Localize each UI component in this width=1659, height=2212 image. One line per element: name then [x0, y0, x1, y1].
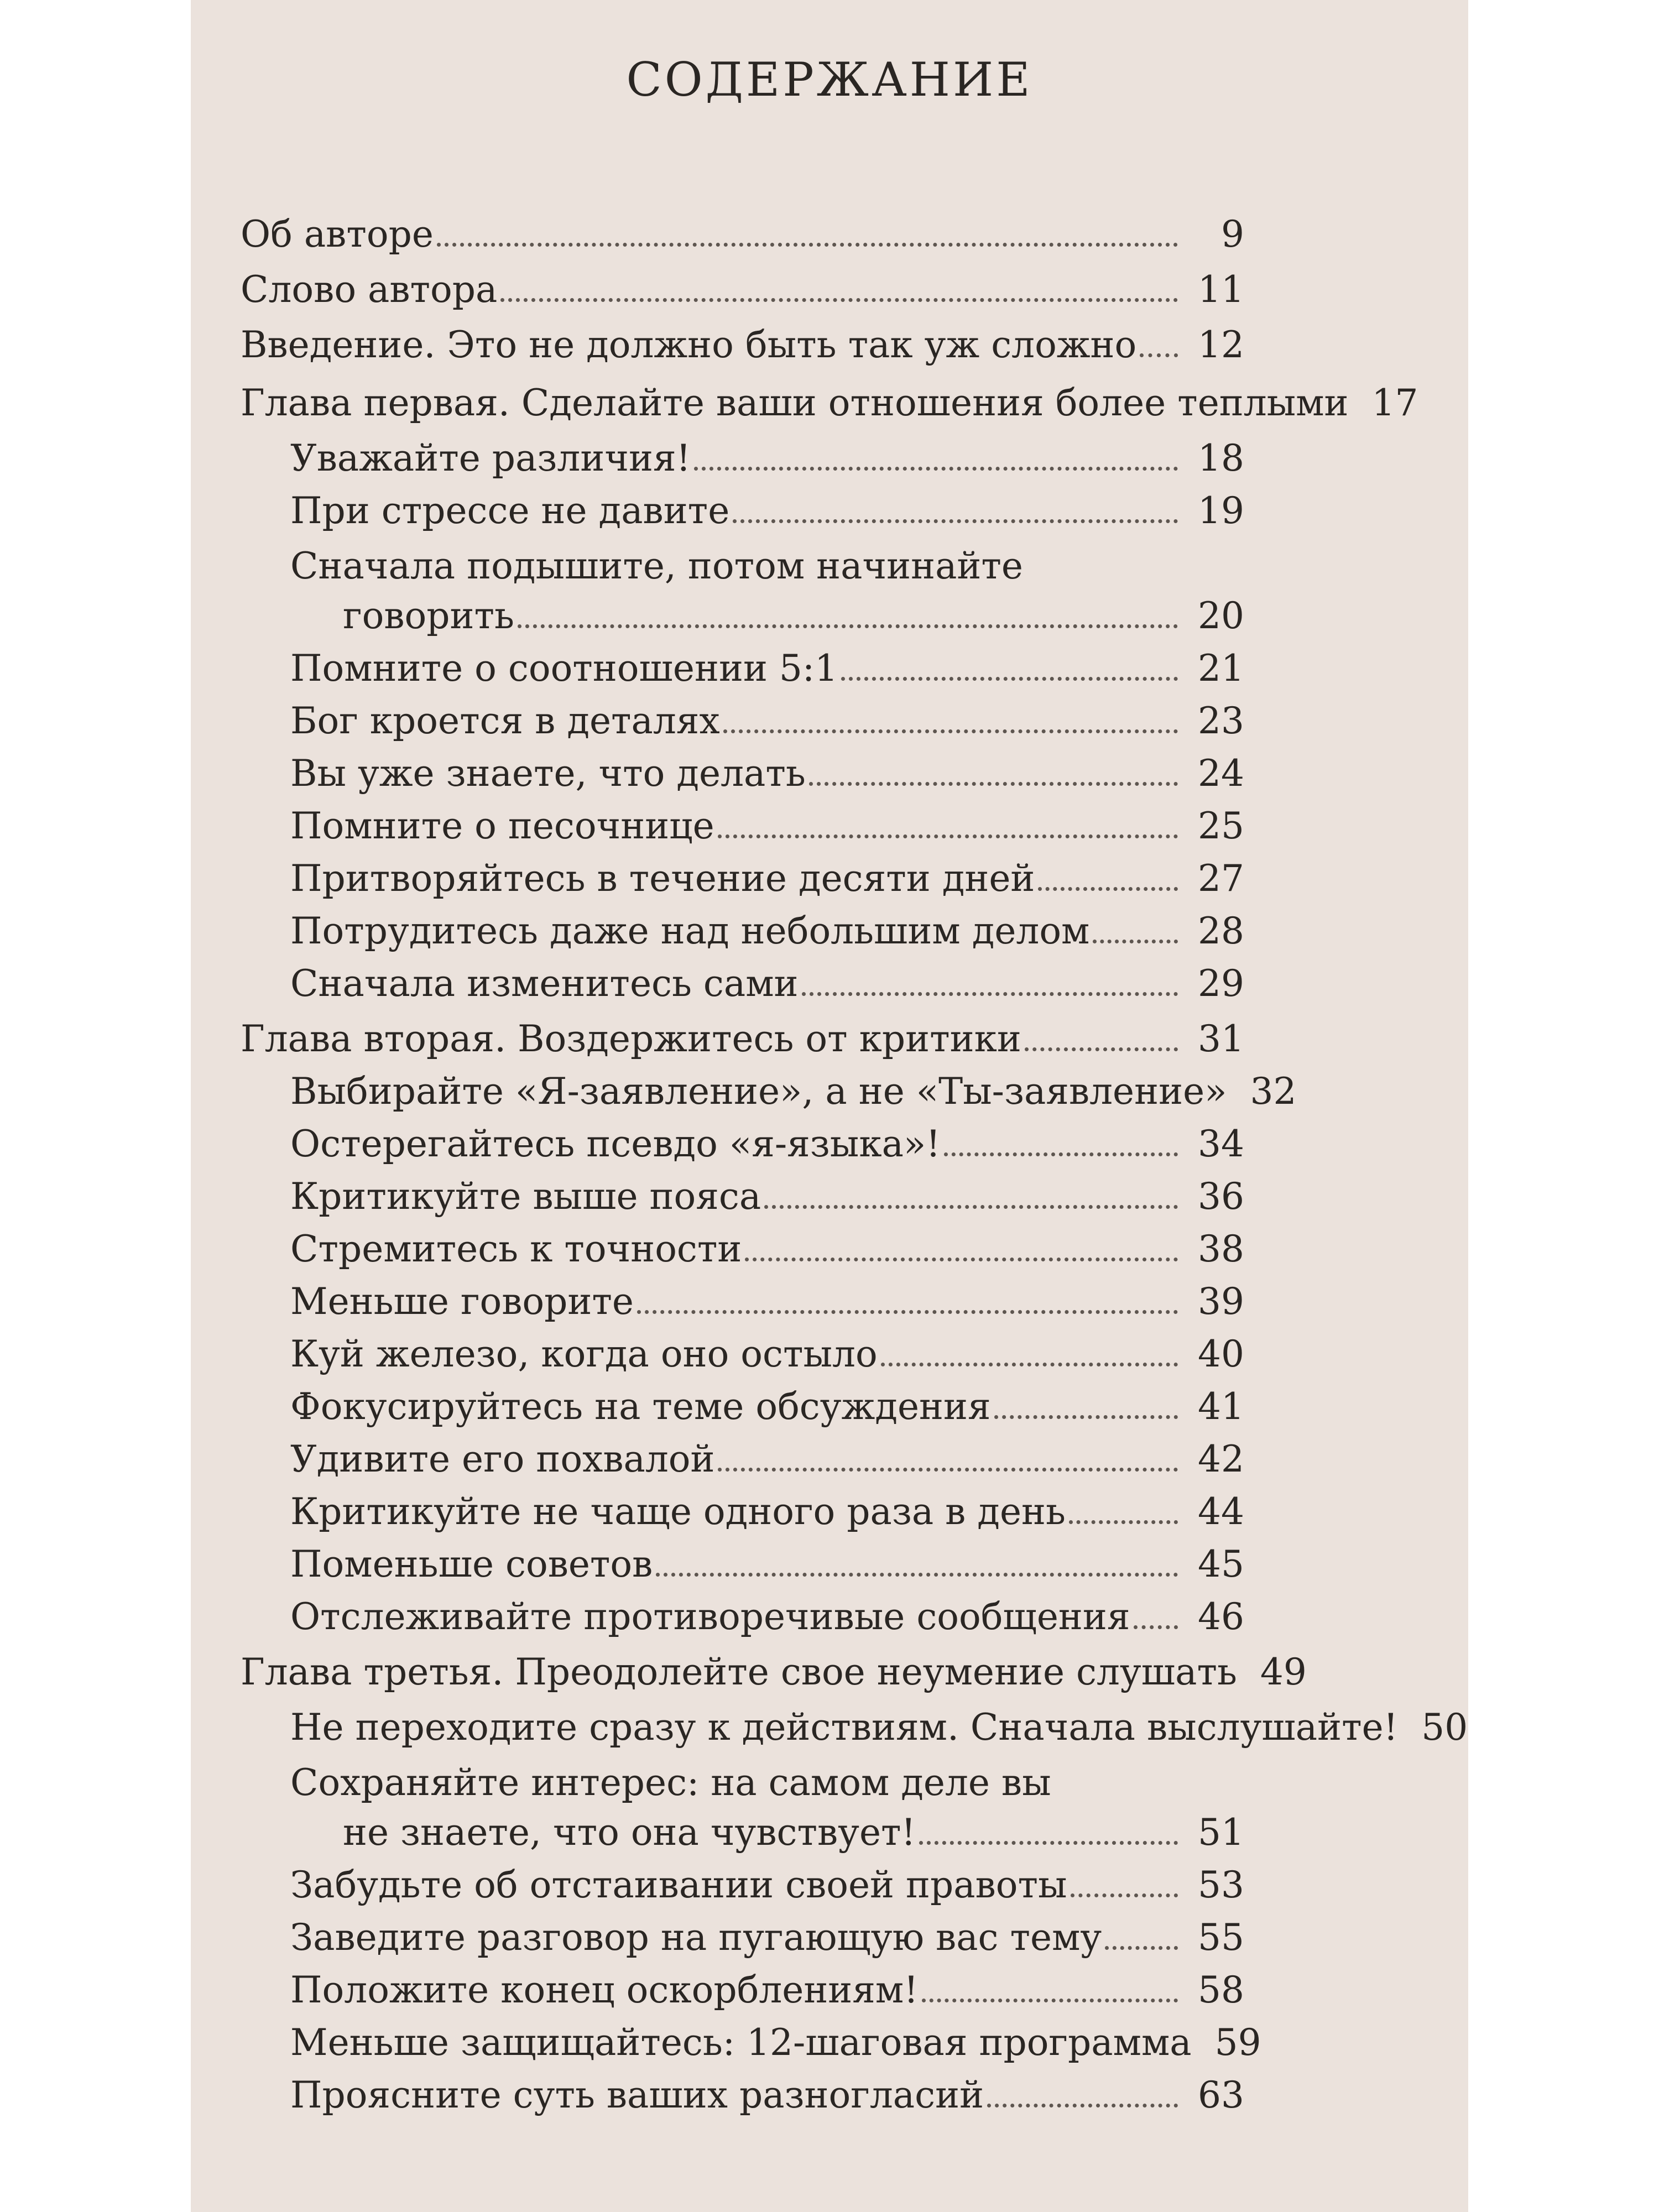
- dot-leader: [841, 677, 1178, 681]
- entry-label: не знаете, что она чувствует!: [343, 1811, 916, 1854]
- entry-label: Меньше говорите: [290, 1280, 634, 1323]
- toc-entry: [241, 268, 1244, 311]
- entry-label: Критикуйте не чаще одного раза в день: [290, 1490, 1066, 1533]
- entry-label: Не переходите сразу к действиям. Сначала выслушайте!: [290, 1706, 1399, 1749]
- entry-page: 29: [1198, 962, 1244, 1005]
- entry-label: Потрудитесь даже над небольшим делом: [290, 910, 1090, 952]
- dot-leader: [764, 1205, 1178, 1209]
- dot-leader: [656, 1573, 1178, 1577]
- toc-entry: [290, 1969, 1244, 2011]
- entry-label: Вы уже знаете, что делать: [290, 752, 806, 795]
- entry-page: 38: [1198, 1228, 1244, 1270]
- dot-leader: [733, 519, 1178, 523]
- entry-label: Остерегайтесь псевдо «я-языка»!: [290, 1123, 941, 1165]
- entry-label: Об авторе: [241, 213, 434, 255]
- entry-label: Помните о соотношении 5:1: [290, 647, 838, 690]
- entry-page: 55: [1198, 1916, 1244, 1959]
- dot-leader: [1071, 1893, 1178, 1897]
- toc-entry: [290, 1070, 1297, 1113]
- dot-leader: [987, 2104, 1178, 2107]
- toc-entry: [290, 1916, 1244, 1959]
- entry-label: Заведите разговор на пугающую вас тему: [290, 1916, 1102, 1959]
- toc-entry: [241, 1651, 1307, 1693]
- dot-leader: [922, 1999, 1178, 2002]
- entry-label: Стремитесь к точности: [290, 1228, 742, 1270]
- toc-entry: [290, 1543, 1244, 1585]
- toc-entry: [290, 1490, 1244, 1533]
- dot-leader: [500, 298, 1178, 302]
- entry-page: 19: [1198, 489, 1244, 532]
- page-title: СОДЕРЖАНИЕ: [626, 53, 1033, 107]
- toc-entry: [290, 437, 1244, 479]
- entry-label: Сначала изменитесь сами: [290, 962, 799, 1005]
- dot-leader: [518, 624, 1178, 628]
- dot-leader: [1025, 1047, 1178, 1051]
- toc-entry: [290, 647, 1244, 690]
- entry-label: Слово автора: [241, 268, 498, 311]
- dot-leader: [694, 467, 1178, 471]
- entry-label: При стрессе не давите: [290, 489, 730, 532]
- toc-entry: [290, 910, 1244, 952]
- entry-label: Глава первая. Сделайте ваши отношения более теплыми: [241, 382, 1349, 424]
- entry-page: 36: [1198, 1175, 1244, 1218]
- entry-page: 39: [1198, 1280, 1244, 1323]
- entry-page: 20: [1198, 594, 1244, 637]
- dot-leader: [809, 782, 1178, 786]
- entry-page: 44: [1198, 1490, 1244, 1533]
- entry-label: Притворяйтесь в течение десяти дней: [290, 857, 1035, 900]
- dot-leader: [881, 1363, 1178, 1366]
- entry-label: Куй железо, когда оно остыло: [290, 1333, 878, 1375]
- entry-page: 51: [1198, 1811, 1244, 1854]
- toc-entry: [241, 324, 1244, 366]
- entry-label: Забудьте об отстаивании своей правоты: [290, 1864, 1067, 1906]
- toc-entry: [290, 1228, 1244, 1270]
- dot-leader: [994, 1415, 1178, 1419]
- entry-page: 23: [1198, 700, 1244, 742]
- dot-leader: [1134, 1625, 1178, 1629]
- entry-page: 27: [1198, 857, 1244, 900]
- entry-label: Поменьше советов: [290, 1543, 653, 1585]
- entry-label: Фокусируйтесь на теме обсуждения: [290, 1385, 991, 1428]
- entry-page: 34: [1198, 1123, 1244, 1165]
- entry-label: Введение. Это не должно быть так уж сложно: [241, 324, 1137, 366]
- toc-entry: [290, 2074, 1244, 2116]
- entry-page: 12: [1198, 324, 1244, 366]
- entry-page: 41: [1198, 1385, 1244, 1428]
- entry-label: Выбирайте «Я-заявление», а не «Ты-заявление»: [290, 1070, 1227, 1113]
- entry-page: 11: [1198, 268, 1244, 311]
- dot-leader: [1069, 1520, 1178, 1524]
- toc-entry: [290, 1123, 1244, 1165]
- entry-page: 42: [1198, 1438, 1244, 1480]
- dot-leader: [1038, 887, 1178, 891]
- entry-page: 32: [1250, 1070, 1297, 1113]
- entry-label: Помните о песочнице: [290, 805, 714, 847]
- entry-page: 18: [1198, 437, 1244, 479]
- dot-leader: [745, 1258, 1178, 1261]
- toc-entry: [241, 1018, 1244, 1060]
- entry-page: 40: [1198, 1333, 1244, 1375]
- entry-label: Глава вторая. Воздержитесь от критики: [241, 1018, 1021, 1060]
- dot-leader: [718, 1468, 1178, 1472]
- dot-leader: [723, 729, 1178, 733]
- toc-entry: [290, 962, 1244, 1005]
- toc-entry: [241, 382, 1418, 424]
- entry-page: 17: [1371, 382, 1418, 424]
- entry-page: 24: [1198, 752, 1244, 795]
- entry-label-line1: Сохраняйте интерес: на самом деле вы: [290, 1761, 1051, 1804]
- entry-page: 53: [1198, 1864, 1244, 1906]
- toc-entry: [290, 805, 1244, 847]
- toc-entry: [290, 594, 1244, 637]
- toc-entry: [290, 1595, 1244, 1638]
- toc-entry: [290, 1385, 1244, 1428]
- entry-label: Отслеживайте противоречивые сообщения: [290, 1595, 1130, 1638]
- dot-leader: [1140, 353, 1178, 357]
- dot-leader: [919, 1841, 1178, 1845]
- dot-leader: [437, 243, 1178, 247]
- entry-label: говорить: [343, 594, 514, 637]
- entry-label: Положите конец оскорблениям!: [290, 1969, 919, 2011]
- dot-leader: [802, 992, 1178, 996]
- toc-entry: [290, 2021, 1261, 2064]
- dot-leader: [718, 834, 1178, 838]
- entry-label-line1: Сначала подышите, потом начинайте: [290, 545, 1023, 587]
- entry-label: Критикуйте выше пояса: [290, 1175, 761, 1218]
- dot-leader: [944, 1152, 1178, 1156]
- toc-entry: [290, 752, 1244, 795]
- entry-page: 25: [1198, 805, 1244, 847]
- entry-label: Уважайте различия!: [290, 437, 691, 479]
- entry-page: 46: [1198, 1595, 1244, 1638]
- entry-label: Проясните суть ваших разногласий: [290, 2074, 984, 2116]
- dot-leader: [637, 1310, 1178, 1314]
- toc-entry: [290, 1280, 1244, 1323]
- toc-entry: [290, 1333, 1244, 1375]
- entry-page: 63: [1198, 2074, 1244, 2116]
- entry-page: 28: [1198, 910, 1244, 952]
- toc-entry: [241, 213, 1244, 255]
- entry-label: Глава третья. Преодолейте свое неумение слушать: [241, 1651, 1237, 1693]
- dot-leader: [1093, 940, 1178, 943]
- entry-label: Меньше защищайтесь: 12-шаговая программа: [290, 2021, 1192, 2064]
- toc-entry: [290, 489, 1244, 532]
- entry-label: Удивите его похвалой: [290, 1438, 715, 1480]
- entry-page: 49: [1260, 1651, 1307, 1693]
- toc-entry: [290, 1706, 1468, 1749]
- entry-page: 59: [1214, 2021, 1261, 2064]
- entry-page: 50: [1421, 1706, 1468, 1749]
- entry-page: 9: [1221, 213, 1244, 255]
- entry-page: 58: [1198, 1969, 1244, 2011]
- entry-label: Бог кроется в деталях: [290, 700, 720, 742]
- toc-entry: [290, 1811, 1244, 1854]
- toc-entry: [290, 1864, 1244, 1906]
- dot-leader: [1105, 1946, 1178, 1950]
- toc-entry: [290, 700, 1244, 742]
- book-page: [191, 0, 1468, 2212]
- entry-page: 45: [1198, 1543, 1244, 1585]
- entry-page: 31: [1198, 1018, 1244, 1060]
- toc-entry: [290, 1438, 1244, 1480]
- entry-page: 21: [1198, 647, 1244, 690]
- toc-entry: [290, 857, 1244, 900]
- toc-entry: [290, 1175, 1244, 1218]
